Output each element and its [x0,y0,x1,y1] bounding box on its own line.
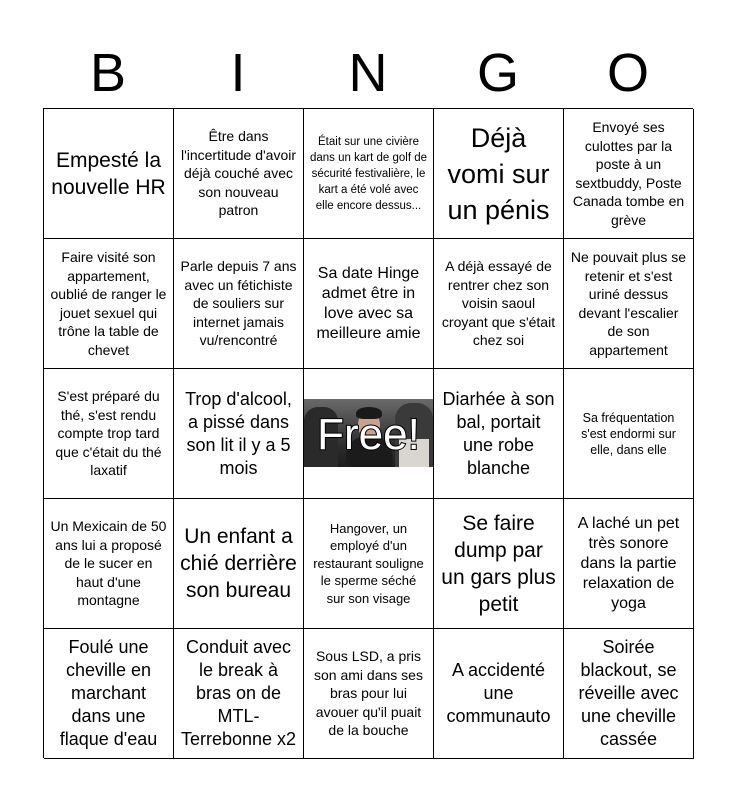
cell-text: Trop d'alcool, a pissé dans son lit il y a 5 mois [185,388,292,478]
free-space-label: Free! [317,410,420,459]
cell-text: Sa fréquentation s'est endormi sur elle, dans elle [581,410,676,457]
cell-text: Sa date Hinge admet être in love avec sa meilleure amie [316,264,421,342]
header-letter-n: N [348,43,388,103]
cell-text: Soirée blackout, se réveille avec une cheville cassée [578,637,679,749]
bingo-grid [43,108,693,758]
cell-text: Conduit avec le break à bras on de MTL-Terrebonne x2 [180,637,297,749]
bingo-cell[interactable] [564,499,694,629]
bingo-header [43,38,693,108]
bingo-cell[interactable] [44,629,174,759]
cell-text: Un Mexicain de 50 ans lui a proposé de le sucer en haut d'une montagne [50,518,167,609]
cell-text: Un enfant a chié derrière son bureau [180,525,297,602]
cell-text: A accidenté une communauto [446,660,551,726]
bingo-cell[interactable] [304,629,434,759]
bingo-cell[interactable] [564,629,694,759]
bingo-cell[interactable] [44,369,174,499]
cell-text: Déjà vomi sur un pénis [447,122,550,225]
bingo-cell[interactable] [174,629,304,759]
cell-text: Était sur une civière dans un kart de golf de sécurité festivalière, le kart a été volé avec elle encore dessus... [310,135,427,212]
bingo-cell[interactable] [44,499,174,629]
bingo-cell[interactable] [44,239,174,369]
bingo-cell[interactable] [174,239,304,369]
bingo-cell[interactable] [174,499,304,629]
cell-text: Envoyé ses culottes par la poste à un sextbuddy, Poste Canada tombe en grève [572,119,685,228]
bingo-cell[interactable] [564,109,694,239]
bingo-cell[interactable] [564,239,694,369]
cell-text: Faire visité son appartement, oublié de ranger le jouet sexuel qui trône la table de chevet [50,249,167,358]
cell-text: Se faire dump par un gars plus petit [441,511,556,616]
cell-text: Sous LSD, a pris son ami dans ses bras pour lui avouer qu'il puait de la bouche [314,648,423,739]
cell-text: Diarhée à son bal, portait une robe blanche [442,388,555,478]
cell-text: A laché un pet très sonore dans la partie relaxation de yoga [577,514,680,612]
cell-text: Être dans l'incertitude d'avoir déjà couché avec son nouveau patron [180,128,297,219]
bingo-cell[interactable] [434,629,564,759]
header-letter-g: G [476,43,519,103]
bingo-cell[interactable] [434,109,564,239]
cell-text: Empesté la nouvelle HR [51,148,166,199]
bingo-cell[interactable] [564,369,694,499]
bingo-cell[interactable] [44,109,174,239]
bingo-cell[interactable] [304,109,434,239]
cell-text: A déjà essayé de rentrer chez son voisin saoul croyant que s'était chez soi [441,258,556,349]
bingo-cell[interactable] [174,369,304,499]
bingo-cell[interactable] [434,239,564,369]
cell-text: Ne pouvait plus se retenir et s'est uriné dessus devant l'escalier de son appartement [570,249,687,358]
header-letter-b: B [89,43,127,103]
header-letter-o: O [606,43,649,103]
cell-text: S'est préparé du thé, s'est rendu compte trop tard que c'était du thé laxatif [55,388,162,479]
header-letter-i: I [230,43,246,103]
cell-text: Foulé une cheville en marchant dans une flaque d'eau [59,637,158,749]
bingo-cell[interactable] [304,499,434,629]
bingo-cell[interactable] [174,109,304,239]
bingo-cell[interactable] [434,499,564,629]
bingo-cell[interactable] [304,239,434,369]
cell-text: Parle depuis 7 ans avec un fétichiste de souliers sur internet jamais vu/rencontré [180,258,297,349]
cell-text: Hangover, un employé d'un restaurant souligne le sperme séché sur son visage [313,520,424,606]
free-space[interactable] [304,369,434,499]
bingo-cell[interactable] [434,369,564,499]
